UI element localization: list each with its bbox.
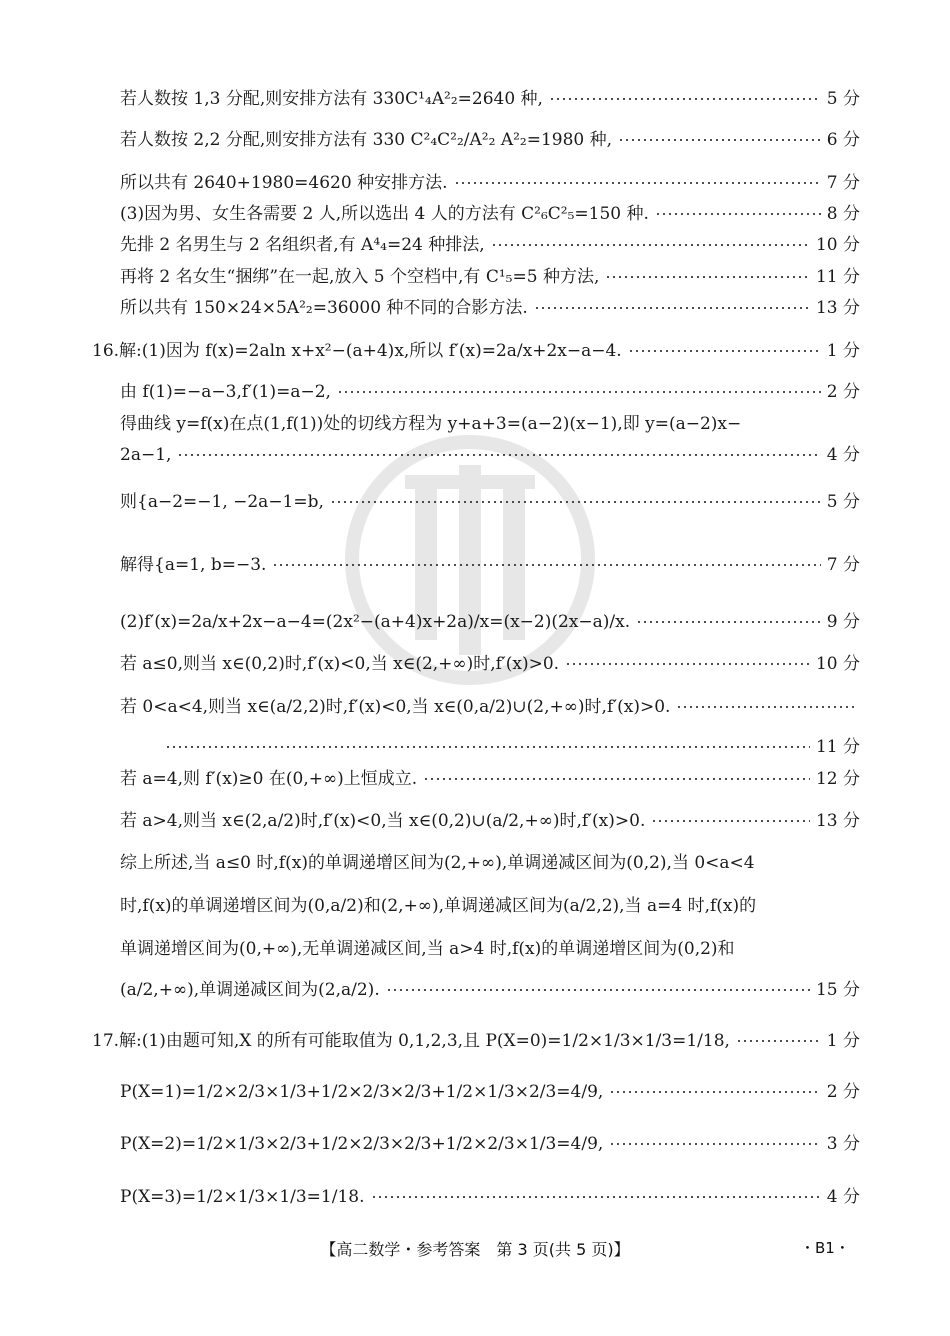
line-1: 若人数按 1,3 分配,则安排方法有 330C¹₄A²₂=2640 种, 5 分 (120, 89, 860, 109)
line-26: P(X=2)=1/2×1/3×2/3+1/2×2/3×2/3+1/2×2/3×1/3=4/9, 3 分 (120, 1134, 860, 1154)
line-18: 若 a=4,则 f′(x)≥0 在(0,+∞)上恒成立. 12 分 (120, 769, 860, 789)
line-12-system: 则{a−2=−1, −2a−1=b, 5 分 (120, 492, 860, 512)
question-17-line-1: 17.解:(1)由题可知,X 的所有可能取值为 0,1,2,3,且 P(X=0)=1/2×1/3×1/3=1/18, 1 分 (92, 1031, 860, 1051)
line-6: 再将 2 名女生“捆绑”在一起,放入 5 个空档中,有 C¹₅=5 种方法, 11 分 (120, 267, 860, 287)
line-16: 若 0<a<4,则当 x∈(a/2,2)时,f′(x)<0,当 x∈(0,a/2)∪(2,+∞)时,f′(x)>0. (120, 696, 860, 718)
page-footer-title: 【高二数学・参考答案 第 3 页(共 5 页)】 (320, 1240, 630, 1259)
question-16-line-1: 16.解:(1)因为 f(x)=2aln x+x²−(a+4)x,所以 f′(x)=2a/x+2x−a−4. 1 分 (92, 341, 860, 361)
line-14-derivative: (2)f′(x)=2a/x+2x−a−4=(2x²−(a+4)x+2a)/x=(x−2)(2x−a)/x. 9 分 (120, 612, 860, 632)
line-27: P(X=3)=1/2×1/3×1/3=1/18. 4 分 (120, 1187, 860, 1207)
line-15: 若 a≤0,则当 x∈(0,2)时,f′(x)<0,当 x∈(2,+∞)时,f′(x)>0. 10 分 (120, 654, 860, 674)
page-footer-code: ・B1・ (800, 1239, 850, 1257)
line-23: (a/2,+∞),单调递减区间为(2,a/2). 15 分 (120, 980, 860, 1000)
line-7: 所以共有 150×24×5A²₂=36000 种不同的合影方法. 13 分 (120, 298, 860, 318)
line-19: 若 a>4,则当 x∈(2,a/2)时,f′(x)<0,当 x∈(0,2)∪(a/2,+∞)时,f′(x)>0. 13 分 (120, 811, 860, 831)
line-17: 11 分 (165, 736, 860, 758)
line-4: (3)因为男、女生各需要 2 人,所以选出 4 人的方法有 C²₆C²₅=150 种. 8 分 (120, 204, 860, 224)
line-2: 若人数按 2,2 分配,则安排方法有 330 C²₄C²₂/A²₂ A²₂=1980 种, 6 分 (120, 130, 860, 150)
line-21: 时,f(x)的单调递增区间为(0,a/2)和(2,+∞),单调递减区间为(a/2,2),当 a=4 时,f(x)的 (120, 896, 757, 916)
line-3: 所以共有 2640+1980=4620 种安排方法. 7 分 (120, 173, 860, 193)
line-10: 得曲线 y=f(x)在点(1,f(1))处的切线方程为 y+a+3=(a−2)(x−1),即 y=(a−2)x− (120, 414, 742, 434)
line-5: 先排 2 名男生与 2 名组织者,有 A⁴₄=24 种排法, 10 分 (120, 235, 860, 255)
line-11: 2a−1, 4 分 (120, 445, 860, 465)
line-25: P(X=1)=1/2×2/3×1/3+1/2×2/3×2/3+1/2×1/3×2/3=4/9, 2 分 (120, 1082, 860, 1102)
line-9: 由 f(1)=−a−3,f′(1)=a−2, 2 分 (120, 382, 860, 402)
line-13-solution: 解得{a=1, b=−3. 7 分 (120, 555, 860, 575)
line-20: 综上所述,当 a≤0 时,f(x)的单调递增区间为(2,+∞),单调递减区间为(0,2),当 0<a<4 (120, 853, 755, 873)
line-22: 单调递增区间为(0,+∞),无单调递减区间,当 a>4 时,f(x)的单调递增区间为(0,2)和 (120, 939, 735, 959)
